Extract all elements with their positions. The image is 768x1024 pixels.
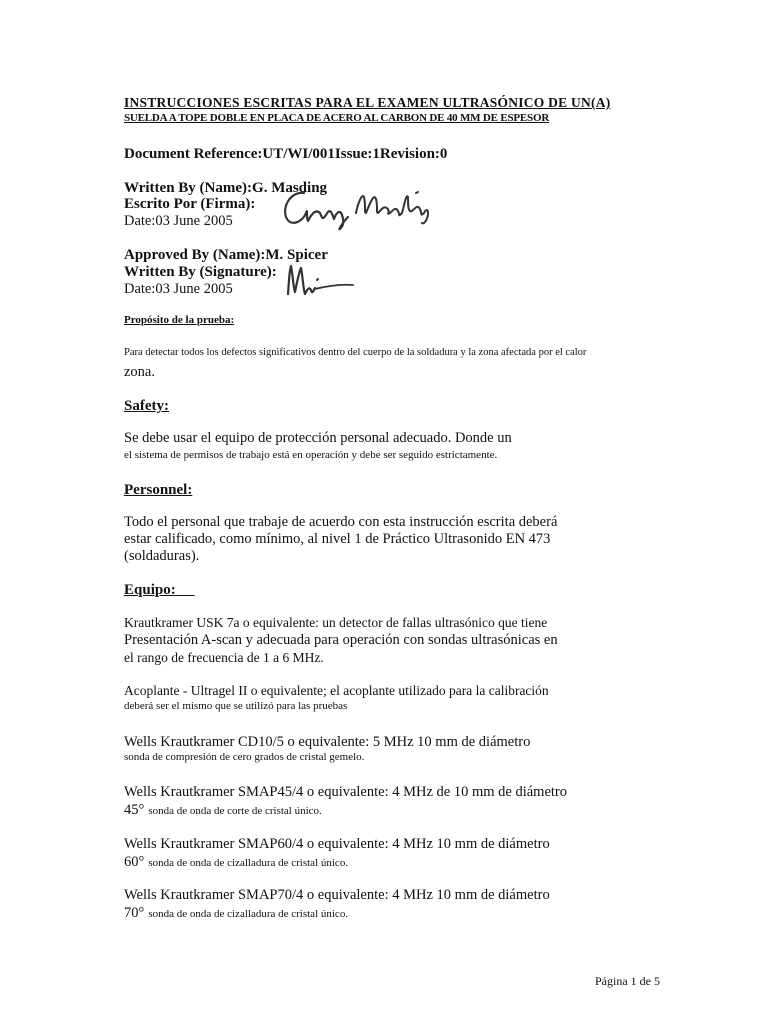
probe-smap60-angle: 60°: [124, 854, 145, 870]
document-title: INSTRUCCIONES ESCRITAS PARA EL EXAMEN ULTRASÓNICO DE UN(A): [124, 95, 611, 110]
probe-smap60-line1: Wells Krautkramer SMAP60/4 o equivalente: 4 MHz 10 mm de diámetro: [124, 836, 550, 852]
purpose-heading: Propósito de la prueba:: [124, 314, 235, 326]
personnel-heading: Personnel:: [124, 482, 193, 498]
equipment-heading: Equipo:: [124, 582, 176, 598]
probe-smap60-desc: sonda de onda de cizalladura de cristal único.: [148, 857, 349, 869]
couplant-line1: Acoplante - Ultragel II o equivalente; el acoplante utilizado para la calibración: [124, 683, 549, 698]
written-date: Date:03 June 2005: [124, 213, 233, 229]
spicer-signature: [283, 262, 358, 298]
approved-signature-label: Written By (Signature):: [124, 264, 277, 280]
safety-line2: el sistema de permisos de trabajo está en operación y debe ser seguido estrictamente.: [124, 449, 498, 461]
personnel-line3: (soldaduras).: [124, 548, 200, 564]
approved-by-name: Approved By (Name):M. Spicer: [124, 247, 328, 263]
probe-smap45-line2: [124, 801, 322, 819]
probe-smap45-angle: 45°: [124, 802, 145, 818]
probe-smap45-desc: sonda de onda de corte de cristal único.: [148, 805, 322, 817]
flaw-detector-line1: Krautkramer USK 7a o equivalente: un detector de fallas ultrasónico que tiene: [124, 615, 548, 630]
personnel-line2: estar calificado, como mínimo, al nivel 1 de Práctico Ultrasonido EN 473: [124, 531, 551, 547]
written-by-name: Written By (Name):G. Masding: [124, 180, 328, 196]
safety-line1: Se debe usar el equipo de protección personal adecuado. Donde un: [124, 430, 512, 446]
personnel-line1: Todo el personal que trabaje de acuerdo con esta instrucción escrita deberá: [124, 514, 558, 530]
page-number: Página 1 de 5: [595, 974, 660, 988]
probe-cd10-line2: sonda de compresión de cero grados de cristal gemelo.: [124, 751, 365, 763]
written-signature-label: Escrito Por (Firma):: [124, 196, 256, 212]
probe-smap60-line2: [124, 853, 348, 871]
flaw-detector-line2: Presentación A-scan y adecuada para operación con sondas ultrasónicas en: [124, 632, 558, 648]
couplant-line2: deberá ser el mismo que se utilizó para las pruebas: [124, 700, 348, 712]
probe-smap70-line1: Wells Krautkramer SMAP70/4 o equivalente: 4 MHz 10 mm de diámetro: [124, 887, 550, 903]
document-subtitle: SUELDA A TOPE DOBLE EN PLACA DE ACERO AL CARBON DE 40 MM DE ESPESOR: [124, 112, 550, 124]
safety-heading: Safety:: [124, 398, 169, 414]
purpose-line1: Para detectar todos los defectos significativos dentro del cuerpo de la soldadura y la zona afectada por el calor: [124, 347, 587, 358]
probe-smap45-line1: Wells Krautkramer SMAP45/4 o equivalente: 4 MHz de 10 mm de diámetro: [124, 784, 568, 800]
probe-smap70-desc: sonda de onda de cizalladura de cristal único.: [148, 908, 349, 920]
flaw-detector-line3: el rango de frecuencia de 1 a 6 MHz.: [124, 650, 324, 665]
probe-smap70-angle: 70°: [124, 905, 145, 921]
masding-signature: [278, 183, 438, 233]
document-reference: Document Reference:UT/WI/001Issue:1Revision:0: [124, 146, 448, 162]
purpose-line2: zona.: [124, 364, 155, 380]
probe-cd10-line1: Wells Krautkramer CD10/5 o equivalente: 5 MHz 10 mm de diámetro: [124, 734, 531, 750]
probe-smap70-line2: [124, 904, 348, 922]
approved-date: Date:03 June 2005: [124, 281, 233, 297]
